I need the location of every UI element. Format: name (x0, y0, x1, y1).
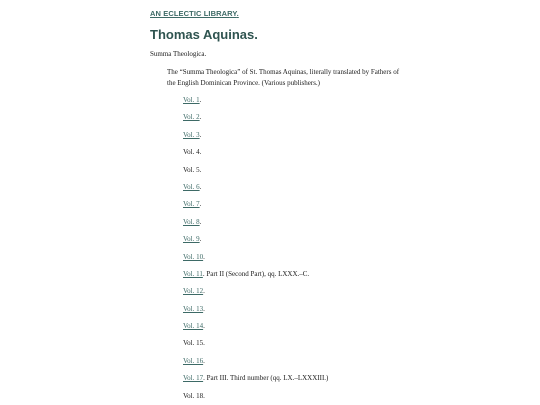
volume-note: . Part II (Second Part), qq. LXXX.–C. (202, 269, 310, 278)
volume-item (183, 373, 328, 390)
volume-label: Vol. 18 (183, 391, 204, 400)
volume-link[interactable]: Vol. 10 (183, 252, 204, 261)
eclectic-library-link-suffix: . (236, 9, 239, 18)
volume-item (183, 286, 328, 303)
volume-note: . (199, 200, 202, 209)
volume-label: Vol. 5 (183, 165, 200, 174)
volume-note: . (199, 235, 202, 244)
volume-link[interactable]: Vol. 12 (183, 287, 204, 296)
volume-item (183, 338, 328, 355)
volume-item (183, 217, 328, 234)
volume-note: . (199, 148, 202, 157)
volume-item (183, 112, 328, 129)
volume-item (183, 321, 328, 338)
volume-item (183, 252, 328, 269)
volume-note: . (199, 113, 202, 122)
volume-link[interactable]: Vol. 13 (183, 304, 204, 313)
volume-list (183, 95, 328, 405)
volume-item (183, 182, 328, 199)
volume-link[interactable]: Vol. 11 (183, 269, 203, 278)
volume-note: . (203, 322, 205, 331)
volume-note: . (203, 356, 205, 365)
volume-item (183, 95, 328, 112)
volume-note: . (199, 182, 202, 191)
volume-item (183, 199, 328, 216)
volume-note: . (203, 252, 205, 261)
author-title: Thomas Aquinas. (150, 27, 258, 42)
volume-link[interactable]: Vol. 2 (183, 113, 200, 122)
work-title: Summa Theologica. (150, 50, 207, 58)
volume-note: . Part III. Third number (qq. LX.–LXXXIII.) (203, 374, 329, 383)
volume-note: . (203, 391, 205, 400)
volume-link[interactable]: Vol. 17 (183, 374, 204, 383)
volume-link[interactable]: Vol. 14 (183, 322, 204, 331)
volume-item (183, 165, 328, 182)
volume-link[interactable]: Vol. 9 (183, 235, 200, 244)
work-description: The “Summa Theologica” of St. Thomas Aquinas, literally translated by Fathers of the English Dominican Province. (Various publishers.) (167, 68, 400, 87)
volume-label: Vol. 4 (183, 148, 200, 157)
volume-label: Vol. 15 (183, 339, 204, 348)
volume-link[interactable]: Vol. 16 (183, 356, 204, 365)
volume-note: . (199, 165, 202, 174)
volume-item (183, 234, 328, 251)
volume-link[interactable]: Vol. 8 (183, 217, 200, 226)
eclectic-library-link-text: AN ECLECTIC LIBRARY (150, 9, 237, 18)
volume-link[interactable]: Vol. 3 (183, 130, 200, 139)
volume-item (183, 269, 328, 286)
volume-note: . (199, 96, 202, 104)
volume-item (183, 391, 328, 405)
volume-note: . (199, 130, 202, 139)
volume-item (183, 304, 328, 321)
volume-link[interactable]: Vol. 6 (183, 182, 200, 191)
volume-link[interactable]: Vol. 7 (183, 200, 200, 209)
volume-item (183, 130, 328, 147)
volume-note: . (203, 287, 205, 296)
eclectic-library-link[interactable] (150, 9, 239, 18)
volume-note: . (199, 217, 202, 226)
volume-note: . (203, 339, 205, 348)
volume-note: . (203, 304, 205, 313)
volume-item (183, 356, 328, 373)
volume-link[interactable]: Vol. 1 (183, 96, 200, 104)
volume-item (183, 147, 328, 164)
